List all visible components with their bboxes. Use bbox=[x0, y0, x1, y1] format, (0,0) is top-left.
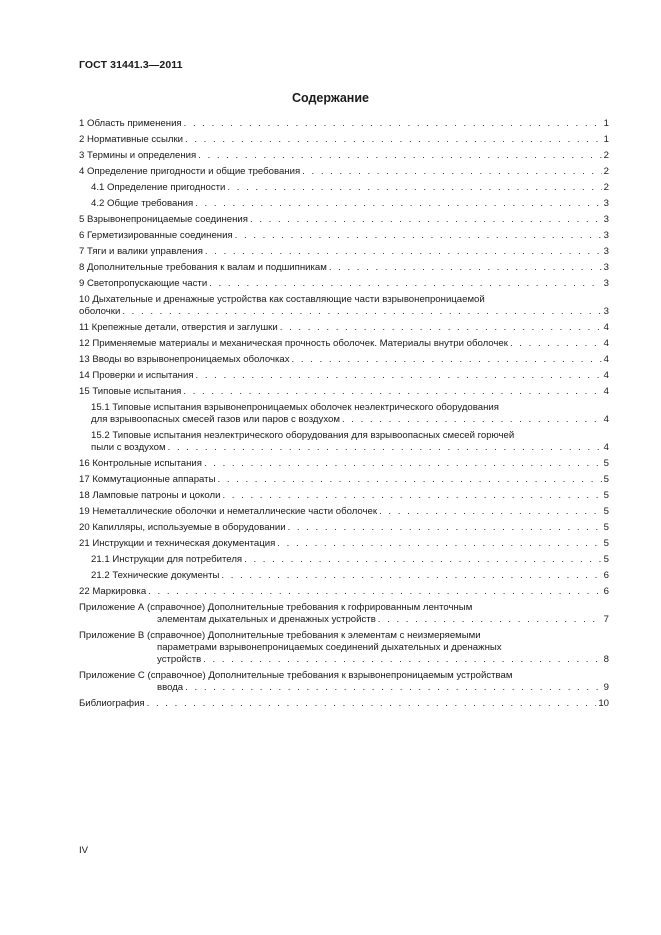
toc-entry-text: 1 Область применения bbox=[79, 118, 182, 129]
toc-page-number: 4 bbox=[603, 354, 609, 365]
toc-entry[interactable] bbox=[79, 458, 609, 470]
dot-leader bbox=[288, 522, 602, 534]
dot-leader bbox=[209, 278, 601, 290]
toc-page-number: 2 bbox=[603, 150, 609, 161]
toc-entry[interactable] bbox=[79, 402, 609, 426]
toc-entry[interactable] bbox=[79, 430, 609, 454]
document-code: ГОСТ 31441.3—2011 bbox=[79, 59, 183, 71]
dot-leader bbox=[227, 182, 601, 194]
dot-leader bbox=[185, 134, 602, 146]
toc-page-number: 2 bbox=[603, 182, 609, 193]
toc-entry-text: оболочки bbox=[79, 306, 121, 317]
toc-entry[interactable] bbox=[79, 474, 609, 486]
dot-leader bbox=[277, 538, 601, 550]
toc-entry[interactable] bbox=[79, 338, 609, 350]
toc-page-number: 5 bbox=[603, 506, 609, 517]
toc-entry-text: элементам дыхательных и дренажных устройств bbox=[157, 614, 376, 625]
toc-entry[interactable] bbox=[79, 198, 609, 210]
toc-entry-text: 2 Нормативные ссылки bbox=[79, 134, 184, 145]
dot-leader bbox=[510, 338, 602, 350]
dot-leader bbox=[205, 246, 602, 258]
toc-page-number: 6 bbox=[603, 570, 609, 581]
toc-entry-text: 17 Коммутационные аппараты bbox=[79, 474, 216, 485]
toc-page-number: 8 bbox=[603, 654, 609, 665]
toc-page-number: 2 bbox=[603, 166, 609, 177]
dot-leader bbox=[302, 166, 602, 178]
page-number: IV bbox=[79, 845, 89, 856]
dot-leader bbox=[244, 554, 602, 566]
toc-entry-text: для взрывоопасных смесей газов или паров с воздухом bbox=[91, 414, 340, 425]
dot-leader bbox=[122, 306, 601, 318]
toc-entry[interactable] bbox=[79, 214, 609, 226]
dot-leader bbox=[204, 458, 602, 470]
toc-entry-text: 8 Дополнительные требования к валам и подшипникам bbox=[79, 262, 327, 273]
toc-entry-text: 19 Неметаллические оболочки и неметаллические части оболочек bbox=[79, 506, 378, 517]
toc-entry[interactable] bbox=[79, 278, 609, 290]
dot-leader bbox=[195, 198, 601, 210]
toc-entry[interactable] bbox=[79, 538, 609, 550]
dot-leader bbox=[203, 654, 601, 666]
toc-entry[interactable] bbox=[79, 506, 609, 518]
toc-entry-text: устройств bbox=[157, 654, 202, 665]
toc-page-number: 5 bbox=[603, 474, 609, 485]
toc-entry-text: 18 Ламповые патроны и цоколи bbox=[79, 490, 221, 501]
toc-page-number: 3 bbox=[603, 246, 609, 257]
toc-entry-text: 12 Применяемые материалы и механическая прочность оболочек. Материалы внутри оболочек bbox=[79, 338, 508, 349]
toc-entry[interactable] bbox=[79, 386, 609, 398]
toc-page-number: 4 bbox=[603, 322, 609, 333]
toc-entry-text: 5 Взрывонепроницаемые соединения bbox=[79, 214, 248, 225]
toc-entry-text: 4.1 Определение пригодности bbox=[91, 182, 226, 193]
toc-page-number: 1 bbox=[603, 118, 609, 129]
toc-entry[interactable] bbox=[79, 670, 609, 694]
toc-entry[interactable] bbox=[79, 354, 609, 366]
toc-entry[interactable] bbox=[79, 322, 609, 334]
toc-entry-text: 20 Капилляры, используемые в оборудовании bbox=[79, 522, 286, 533]
toc-entry[interactable] bbox=[79, 230, 609, 242]
toc-page-number: 3 bbox=[603, 198, 609, 209]
toc-entry-text: 22 Маркировка bbox=[79, 586, 147, 597]
toc-entry-text: ввода bbox=[157, 682, 184, 693]
toc-page-number: 1 bbox=[603, 134, 609, 145]
toc-entry-text: 10 Дыхательные и дренажные устройства как составляющие части взрывонепроницаемой bbox=[79, 294, 485, 305]
toc-page-number: 4 bbox=[603, 370, 609, 381]
dot-leader bbox=[329, 262, 602, 274]
toc-title: Содержание bbox=[291, 91, 369, 105]
toc-entry[interactable] bbox=[79, 246, 609, 258]
dot-leader bbox=[342, 414, 602, 426]
dot-leader bbox=[184, 118, 602, 130]
toc-entry[interactable] bbox=[79, 118, 609, 130]
toc-entry-text: 15.2 Типовые испытания неэлектрического оборудования для взрывоопасных смесей горючей bbox=[91, 430, 515, 441]
toc-entry-text: Приложение В (справочное) Дополнительные требования к элементам с неизмеряемыми bbox=[79, 630, 481, 641]
toc-entry[interactable] bbox=[79, 182, 609, 194]
toc-entry[interactable] bbox=[79, 166, 609, 178]
toc-page-number: 3 bbox=[603, 230, 609, 241]
toc-page-number: 4 bbox=[603, 442, 609, 453]
toc-entry-text: пыли с воздухом bbox=[91, 442, 166, 453]
toc-entry-text: 13 Вводы во взрывонепроницаемых оболочках bbox=[79, 354, 290, 365]
dot-leader bbox=[183, 386, 601, 398]
toc-page-number: 6 bbox=[603, 586, 609, 597]
toc-page-number: 5 bbox=[603, 458, 609, 469]
toc-entry[interactable] bbox=[79, 262, 609, 274]
toc-entry[interactable] bbox=[79, 150, 609, 162]
toc-entry-text: 11 Крепежные детали, отверстия и заглушки bbox=[79, 322, 278, 333]
toc-entry[interactable] bbox=[79, 630, 609, 666]
toc-entry-text: 21.1 Инструкции для потребителя bbox=[91, 554, 243, 565]
toc-page-number: 5 bbox=[603, 490, 609, 501]
toc-page-number: 3 bbox=[603, 214, 609, 225]
toc-entry[interactable] bbox=[79, 586, 609, 598]
dot-leader bbox=[378, 614, 602, 626]
dot-leader bbox=[250, 214, 602, 226]
dot-leader bbox=[292, 354, 602, 366]
dot-leader bbox=[222, 490, 601, 502]
toc-entry-text: 3 Термины и определения bbox=[79, 150, 197, 161]
toc-page-number: 3 bbox=[603, 278, 609, 289]
toc-entry[interactable] bbox=[79, 490, 609, 502]
toc-page-number: 3 bbox=[603, 262, 609, 273]
toc-entry[interactable] bbox=[79, 522, 609, 534]
toc-entry[interactable] bbox=[79, 698, 609, 710]
dot-leader bbox=[235, 230, 602, 242]
toc-page-number: 4 bbox=[603, 414, 609, 425]
toc-page-number: 9 bbox=[603, 682, 609, 693]
toc-entry[interactable] bbox=[79, 570, 609, 582]
toc-entry[interactable] bbox=[79, 294, 609, 318]
toc-entry-text: 6 Герметизированные соединения bbox=[79, 230, 233, 241]
toc-page-number: 3 bbox=[603, 306, 609, 317]
dot-leader bbox=[148, 586, 601, 598]
toc-entry-text: Приложение С (справочное) Дополнительные требования к взрывонепроницаемым устройствам bbox=[79, 670, 513, 681]
toc-entry-text: 7 Тяги и валики управления bbox=[79, 246, 203, 257]
toc-entry-text: 14 Проверки и испытания bbox=[79, 370, 194, 381]
toc-entry-text: 15 Типовые испытания bbox=[79, 386, 182, 397]
toc-entry-text: 16 Контрольные испытания bbox=[79, 458, 202, 469]
toc-page-number: 10 bbox=[598, 698, 609, 709]
dot-leader bbox=[168, 442, 602, 454]
dot-leader bbox=[280, 322, 602, 334]
dot-leader bbox=[185, 682, 602, 694]
toc-entry[interactable] bbox=[79, 134, 609, 146]
toc-entry[interactable] bbox=[79, 370, 609, 382]
dot-leader bbox=[147, 698, 597, 710]
dot-leader bbox=[198, 150, 601, 162]
toc-entry[interactable] bbox=[79, 602, 609, 626]
table-of-contents bbox=[79, 118, 609, 714]
toc-entry-text: 21 Инструкции и техническая документация bbox=[79, 538, 276, 549]
toc-page-number: 7 bbox=[603, 614, 609, 625]
toc-entry[interactable] bbox=[79, 554, 609, 566]
toc-page-number: 4 bbox=[603, 338, 609, 349]
dot-leader bbox=[196, 370, 602, 382]
toc-entry-text: 4.2 Общие требования bbox=[91, 198, 194, 209]
dot-leader bbox=[221, 570, 601, 582]
dot-leader bbox=[379, 506, 602, 518]
toc-entry-text: Библиография bbox=[79, 698, 145, 709]
toc-entry-text: 21.2 Технические документы bbox=[91, 570, 220, 581]
toc-page-number: 5 bbox=[603, 554, 609, 565]
toc-entry-text: 15.1 Типовые испытания взрывонепроницаемых оболочек неэлектрического оборудования bbox=[91, 402, 499, 413]
toc-entry-text: 9 Светопропускающие части bbox=[79, 278, 208, 289]
toc-page-number: 5 bbox=[603, 538, 609, 549]
toc-entry-text: Приложение А (справочное) Дополнительные требования к гофрированным ленточным bbox=[79, 602, 473, 613]
toc-entry-text: параметрами взрывонепроницаемых соединений дыхательных и дренажных bbox=[157, 642, 502, 653]
dot-leader bbox=[217, 474, 601, 486]
toc-page-number: 4 bbox=[603, 386, 609, 397]
toc-page-number: 5 bbox=[603, 522, 609, 533]
toc-entry-text: 4 Определение пригодности и общие требования bbox=[79, 166, 301, 177]
